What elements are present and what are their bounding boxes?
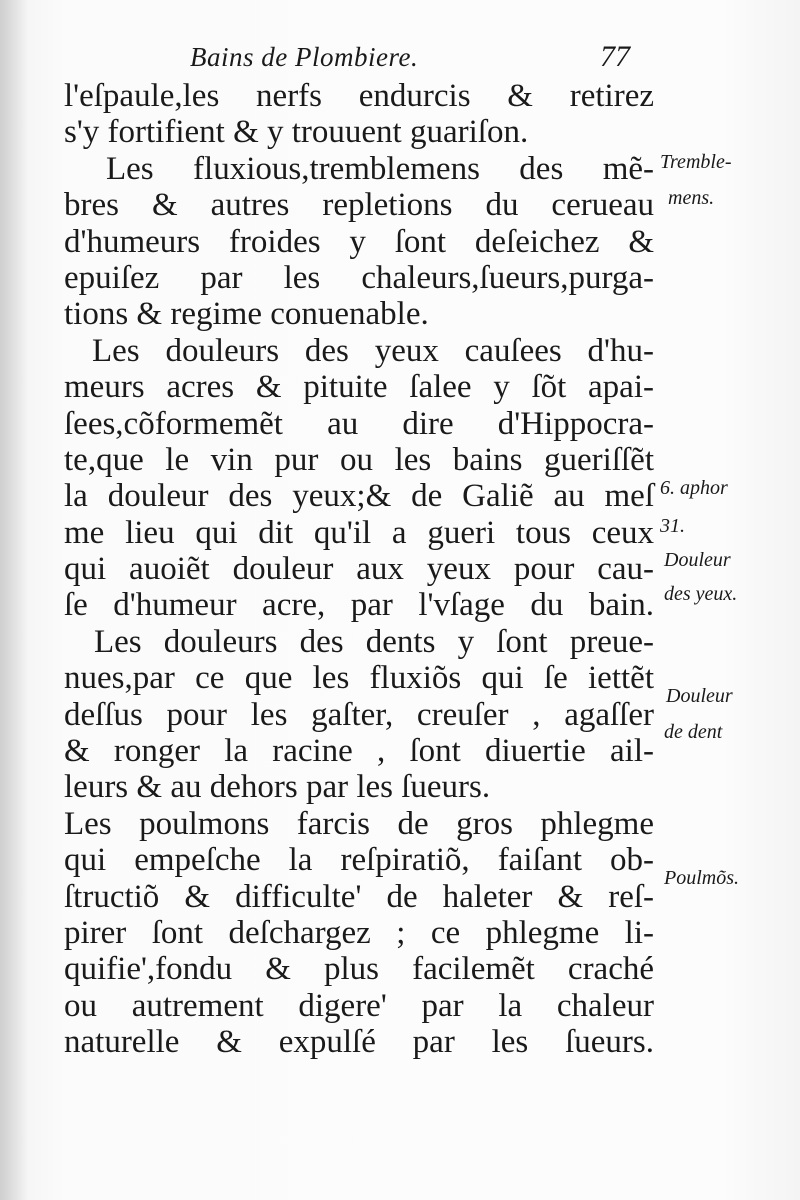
margin-note: Douleur [666, 685, 733, 707]
text-line: te,que le vin pur ou les bains gueriſſẽt [64, 441, 654, 478]
text-line: leurs & au dehors par les ſueurs. [64, 769, 491, 806]
margin-note: Douleur [664, 549, 731, 571]
text-line: ſtructiõ & difficulte' de haleter & reſ- [64, 878, 654, 915]
text-line: tions & regime conuenable. [64, 296, 429, 333]
text-line: deſſus pour les gaſter, creuſer , agaſſer [64, 696, 654, 733]
margin-note: 31. [660, 515, 685, 537]
text-line: Les fluxious,tremblemens des mẽ- [106, 150, 654, 187]
text-line: pirer ſont deſchargez ; ce phlegme li- [64, 914, 654, 951]
margin-note: Tremble- [660, 151, 732, 173]
text-line: bres & autres repletions du cerueau [64, 187, 654, 224]
margin-note: mens. [668, 187, 715, 209]
text-line: qui empeſche la reſpiratiõ, faiſant ob- [64, 842, 654, 879]
page-number: 77 [600, 40, 630, 73]
text-line: s'y fortifient & y trouuent guariſon. [64, 114, 529, 151]
text-line: quifie',fondu & plus facilemẽt craché [64, 951, 654, 988]
margin-note: Poulmõs. [664, 867, 739, 889]
body-text [64, 78, 654, 1061]
text-line: Les douleurs des yeux cauſees d'hu- [92, 332, 654, 369]
text-line: ou autrement digere' par la chaleur [64, 987, 654, 1024]
margin-note: de dent [664, 721, 723, 743]
text-line: & ronger la racine , ſont diuertie ail- [64, 733, 654, 770]
text-line: nues,par ce que les fluxiõs qui ſe iettẽt [64, 660, 654, 697]
text-line: la douleur des yeux;& de Galiẽ au meſ [64, 478, 654, 515]
text-line: l'eſpaule,les nerfs endurcis & retirez [64, 78, 654, 114]
text-line: me lieu qui dit qu'il a gueri tous ceux [64, 514, 654, 551]
text-line: Les douleurs des dents y ſont preue- [94, 623, 654, 660]
text-line: ſe d'humeur acre, par l'vſage du bain. [64, 587, 654, 624]
text-line: Les poulmons farcis de gros phlegme [64, 805, 654, 842]
text-line: meurs acres & pituite ſalee y ſõt apai- [64, 369, 654, 406]
page-gutter-shadow [0, 0, 28, 1200]
text-line: d'humeurs froides y ſont deſeichez & [64, 223, 654, 260]
text-line: epuiſez par les chaleurs,ſueurs,purga- [64, 259, 654, 296]
running-title: Bains de Plombiere. [190, 42, 419, 72]
text-line: ſees,cõformemẽt au dire d'Hippocra- [64, 405, 654, 442]
margin-note: 6. aphor [660, 477, 728, 499]
text-line: qui auoiẽt douleur aux yeux pour cau- [64, 551, 654, 588]
margin-note: des yeux. [664, 583, 738, 605]
text-line: naturelle & expulſé par les ſueurs. [64, 1024, 654, 1061]
